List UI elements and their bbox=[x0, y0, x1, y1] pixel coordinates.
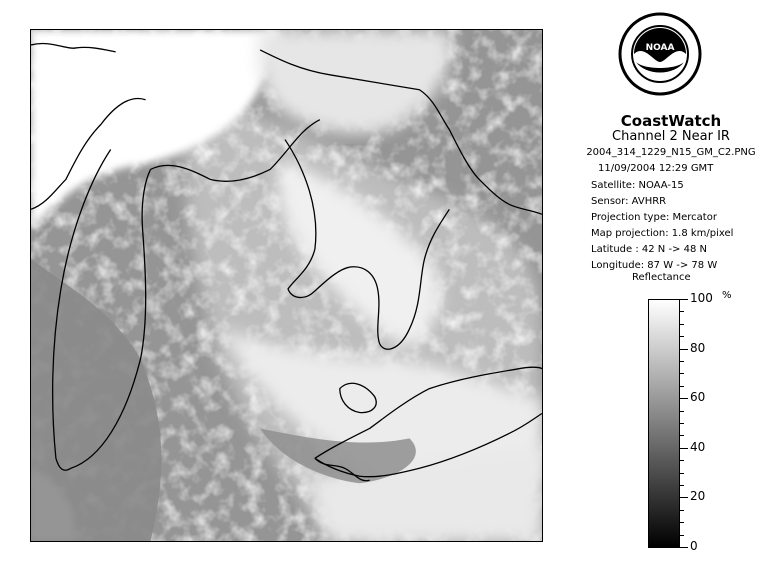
map-projection-label: Map projection: 1.8 km/pixel bbox=[591, 228, 734, 239]
colorbar-minor-tick bbox=[680, 522, 684, 523]
latitude-label: Latitude : 42 N -> 48 N bbox=[591, 244, 707, 255]
colorbar-minor-tick bbox=[680, 324, 684, 325]
satellite-label: Satellite: NOAA-15 bbox=[591, 180, 684, 191]
page-title: CoastWatch bbox=[620, 112, 722, 130]
colorbar-major-tick bbox=[680, 349, 688, 350]
colorbar-major-tick bbox=[680, 547, 688, 548]
colorbar-major-tick bbox=[680, 299, 688, 300]
colorbar-tick-label: 80 bbox=[690, 340, 706, 355]
colorbar-minor-tick bbox=[680, 386, 684, 387]
colorbar-major-tick bbox=[680, 448, 688, 449]
colorbar-tick-label: 60 bbox=[690, 390, 706, 405]
colorbar-minor-tick bbox=[680, 485, 684, 486]
colorbar-minor-tick bbox=[680, 435, 684, 436]
colorbar-major-tick bbox=[680, 497, 688, 498]
colorbar-minor-tick bbox=[680, 460, 684, 461]
colorbar-unit: % bbox=[722, 290, 732, 301]
projection-type-label: Projection type: Mercator bbox=[591, 212, 717, 223]
colorbar-minor-tick bbox=[680, 373, 684, 374]
colorbar-tick-label: 100 bbox=[690, 291, 713, 305]
channel-subtitle: Channel 2 Near IR bbox=[612, 129, 730, 144]
noaa-logo bbox=[616, 10, 704, 110]
colorbar-minor-tick bbox=[680, 311, 684, 312]
colorbar-tick-label: 40 bbox=[690, 439, 706, 454]
colorbar-title: Reflectance bbox=[632, 272, 691, 283]
colorbar-tick-label: 0 bbox=[690, 539, 698, 553]
colorbar-minor-tick bbox=[680, 336, 684, 337]
satellite-map bbox=[30, 29, 543, 542]
colorbar-minor-tick bbox=[680, 535, 684, 536]
sensor-label: Sensor: AVHRR bbox=[591, 196, 667, 207]
longitude-label: Longitude: 87 W -> 78 W bbox=[591, 260, 718, 271]
colorbar-major-tick bbox=[680, 398, 688, 399]
reflectance-colorbar bbox=[648, 299, 680, 548]
colorbar-minor-tick bbox=[680, 411, 684, 412]
colorbar-tick-label: 20 bbox=[690, 489, 706, 504]
date-time-label: 11/09/2004 12:29 GMT bbox=[598, 163, 714, 174]
colorbar-minor-tick bbox=[680, 510, 684, 511]
colorbar-minor-tick bbox=[680, 473, 684, 474]
colorbar-minor-tick bbox=[680, 361, 684, 362]
logo-text: NOAA bbox=[645, 43, 675, 53]
filename-label: 2004_314_1229_N15_GM_C2.PNG bbox=[586, 147, 756, 158]
colorbar-minor-tick bbox=[680, 423, 684, 424]
